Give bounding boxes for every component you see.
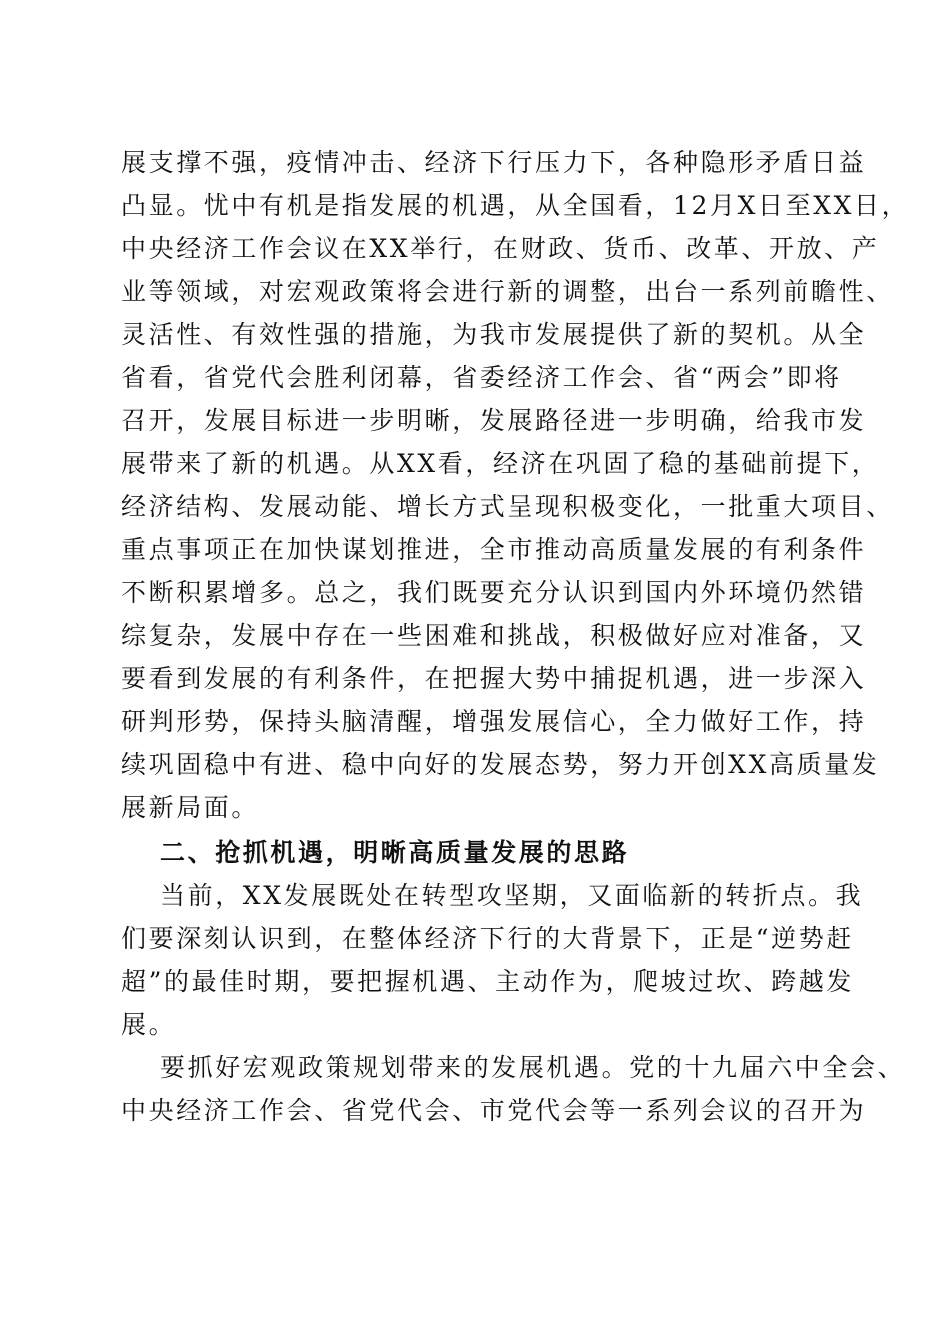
text-line: 综复杂，发展中存在一些困难和挑战，积极做好应对准备，又 xyxy=(121,621,867,650)
text-line: 中央经济工作会议在XX举行，在财政、货币、改革、开放、产 xyxy=(121,234,880,263)
text-line: 当前，XX发展既处在转型攻坚期，又面临新的转折点。我 xyxy=(160,881,864,910)
text-line: 们要深刻认识到，在整体经济下行的大背景下，正是“逆势赶 xyxy=(121,924,854,953)
text-line: 要看到发展的有利条件，在把握大势中捕捉机遇，进一步深入 xyxy=(121,664,867,693)
text-line: 展带来了新的机遇。从XX看，经济在巩固了稳的基础前提下， xyxy=(121,449,880,478)
text-line: 重点事项正在加快谋划推进，全市推动高质量发展的有利条件 xyxy=(121,535,867,564)
text-line: 灵活性、有效性强的措施，为我市发展提供了新的契机。从全 xyxy=(121,320,867,349)
text-line: 召开，发展目标进一步明晰，发展路径进一步明确，给我市发 xyxy=(121,406,867,435)
text-line: 研判形势，保持头脑清醒，增强发展信心，全力做好工作，持 xyxy=(121,707,867,736)
text-line: 凸显。忧中有机是指发展的机遇，从全国看，12月X日至XX日， xyxy=(121,191,910,220)
text-line: 省看，省党代会胜利闭幕，省委经济工作会、省“两会”即将 xyxy=(121,363,842,392)
text-line: 展支撑不强，疫情冲击、经济下行压力下，各种隐形矛盾日益 xyxy=(121,148,867,177)
text-line: 业等领域，对宏观政策将会进行新的调整，出台一系列前瞻性、 xyxy=(121,277,894,306)
text-line: 经济结构、发展动能、增长方式呈现积极变化，一批重大项目、 xyxy=(121,492,894,521)
section-heading: 二、抢抓机遇，明晰高质量发展的思路 xyxy=(160,838,630,867)
text-line: 要抓好宏观政策规划带来的发展机遇。党的十九届六中全会、 xyxy=(160,1053,906,1082)
text-line: 中央经济工作会、省党代会、市党代会等一系列会议的召开为 xyxy=(121,1096,867,1125)
text-line: 超”的最佳时期，要把握机遇、主动作为，爬坡过坎、跨越发 xyxy=(121,967,854,996)
text-line: 不断积累增多。总之，我们既要充分认识到国内外环境仍然错 xyxy=(121,578,867,607)
text-line: 续巩固稳中有进、稳中向好的发展态势，努力开创XX高质量发 xyxy=(121,750,880,779)
text-line: 展。 xyxy=(121,1010,177,1039)
text-line: 展新局面。 xyxy=(121,793,260,822)
